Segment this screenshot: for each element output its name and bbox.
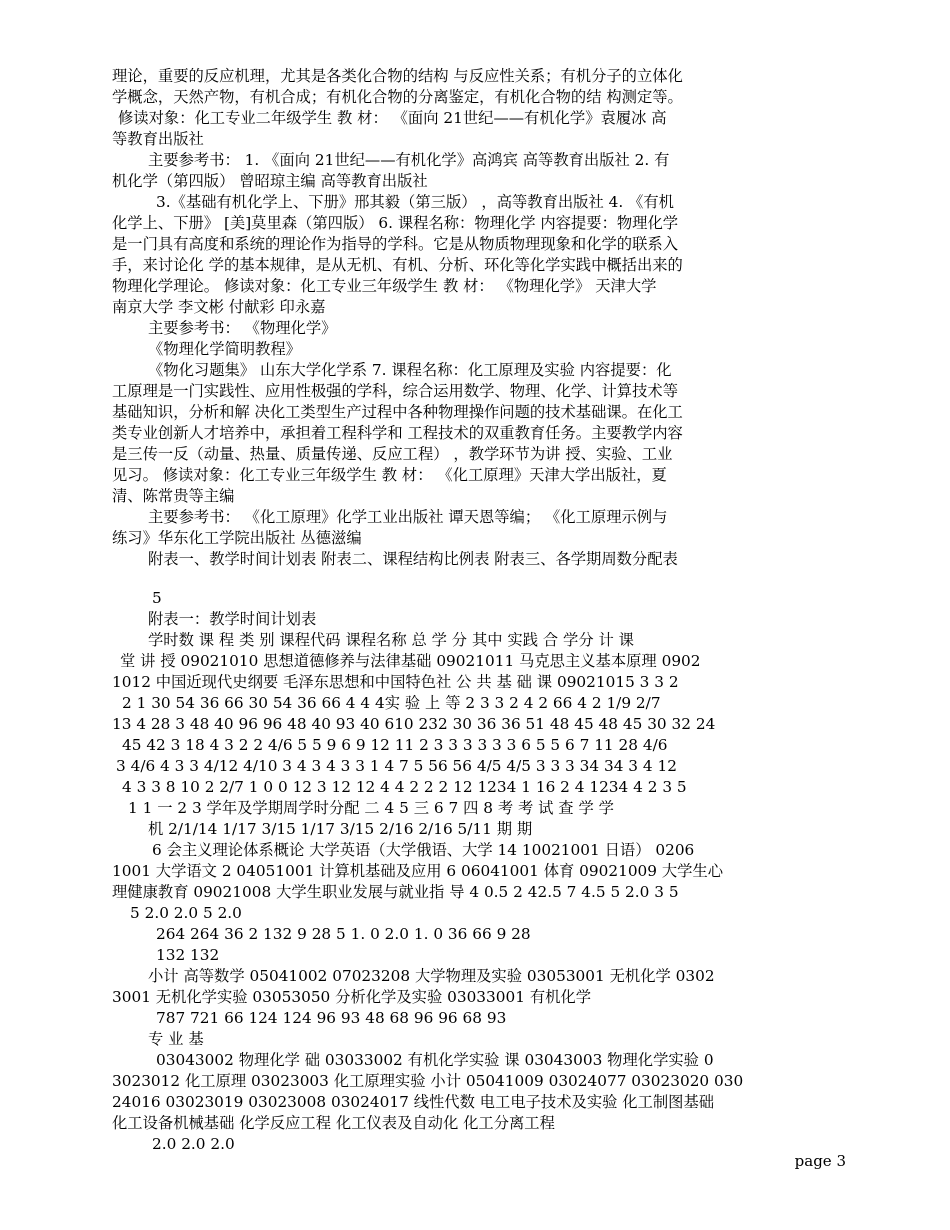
- text-line: 是一门具有高度和系统的理论作为指导的学科。它是从物质物理现象和化学的联系入: [112, 235, 678, 253]
- text-line: 专 业 基: [148, 1030, 204, 1048]
- page-body: [112, 66, 812, 1155]
- text-line: 24016 03023019 03023008 03024017 线性代数 电工电子技术及实验 化工制图基础: [112, 1093, 715, 1111]
- text-line: 1 1 一 2 3 学年及学期周学时分配 二 4 5 三 6 7 四 8 考 考 试 查 学 学: [128, 799, 614, 817]
- text-line: 学概念，天然产物，有机合成；有机化合物的分离鉴定，有机化合物的结 构测定等。: [112, 88, 683, 106]
- text-line: 3023012 化工原理 03023003 化工原理实验 小计 05041009 03024077 03023020 030: [112, 1072, 744, 1090]
- text-line: 附表一：教学时间计划表: [148, 610, 317, 628]
- text-line: 6 会主义理论体系概论 大学英语（大学俄语、大学 14 10021001 日语） 0206: [152, 841, 695, 859]
- text-line: 机化学（第四版） 曾昭琼主编 高等教育出版社: [112, 172, 428, 190]
- text-line: 是三传一反（动量、热量、质量传递、反应工程） ，教学环节为讲 授、实验、工业: [112, 445, 673, 463]
- text-line: 物理化学理论。 修读对象：化工专业三年级学生 教 材： 《物理化学》 天津大学: [112, 277, 657, 295]
- text-line: 附表一、教学时间计划表 附表二、课程结构比例表 附表三、各学期周数分配表: [148, 550, 678, 568]
- text-line: 主要参考书： 《化工原理》化学工业出版社 谭天恩等编； 《化工原理示例与: [148, 508, 668, 526]
- text-line: 堂 讲 授 09021010 思想道德修养与法律基础 09021011 马克思主义基本原理 0902: [120, 652, 701, 670]
- text-line: 1001 大学语文 2 04051001 计算机基础及应用 6 06041001 体育 09021009 大学生心: [112, 862, 724, 880]
- text-line: 清、陈常贵等主编: [112, 487, 235, 505]
- text-line: 手，来讨论化 学的基本规律，是从无机、有机、分析、环化等化学实践中概括出来的: [112, 256, 683, 274]
- text-line: 132 132: [156, 946, 220, 964]
- text-line: 2 1 30 54 36 66 30 54 36 66 4 4 4实 验 上 等 2 3 3 2 4 2 66 4 2 1/9 2/7: [122, 694, 661, 712]
- text-line: 类专业创新人才培养中，承担着工程科学和 工程技术的双重教育任务。主要教学内容: [112, 424, 683, 442]
- text-line: 13 4 28 3 48 40 96 96 48 40 93 40 610 232 30 36 36 51 48 45 48 45 30 32 24: [112, 715, 716, 733]
- text-line: 练习》华东化工学院出版社 丛德滋编: [112, 529, 362, 547]
- text-line: 理论，重要的反应机理，尤其是各类化合物的结构 与反应性关系；有机分子的立体化: [112, 67, 683, 85]
- text-line: 《物理化学简明教程》: [148, 340, 301, 358]
- text-line: 学时数 课 程 类 别 课程代码 课程名称 总 学 分 其中 实践 合 学分 计 课: [148, 631, 634, 649]
- text-line: 基础知识，分析和解 决化工类型生产过程中各种物理操作问题的技术基础课。在化工: [112, 403, 683, 421]
- text-line: 3 4/6 4 3 3 4/12 4/10 3 4 3 4 3 3 1 4 7 5 56 56 4/5 4/5 3 3 3 34 34 3 4 12: [116, 757, 677, 775]
- text-line: 见习。 修读对象：化工专业三年级学生 教 材： 《化工原理》天津大学出版社，夏: [112, 466, 667, 484]
- text-line: 化工设备机械基础 化学反应工程 化工仪表及自动化 化工分离工程: [112, 1114, 555, 1132]
- text-line: 5: [152, 589, 162, 607]
- page-number: page 3: [794, 1152, 846, 1170]
- text-line: 1012 中国近现代史纲要 毛泽东思想和中国特色社 公 共 基 础 课 09021015 3 3 2: [112, 673, 679, 691]
- text-line: 主要参考书： 1. 《面向 21世纪——有机化学》高鸿宾 高等教育出版社 2. 有: [148, 151, 670, 169]
- text-line: 5 2.0 2.0 5 2.0: [130, 904, 242, 922]
- text-line: 理健康教育 09021008 大学生职业发展与就业指 导 4 0.5 2 42.5 7 4.5 5 2.0 3 5: [112, 883, 679, 901]
- text-line: 3001 无机化学实验 03053050 分析化学及实验 03033001 有机化学: [112, 988, 592, 1006]
- text-line: 3.《基础有机化学上、下册》邢其毅（第三版） ，高等教育出版社 4. 《有机: [156, 193, 674, 211]
- text-line: 工原理是一门实践性、应用性极强的学科，综合运用数学、物理、化学、计算技术等: [112, 382, 678, 400]
- text-line: 《物化习题集》 山东大学化学系 7. 课程名称：化工原理及实验 内容提要：化: [148, 361, 672, 379]
- text-line: 787 721 66 124 124 96 93 48 68 96 96 68 93: [156, 1009, 507, 1027]
- text-line: 等教育出版社: [112, 130, 204, 148]
- text-line: 45 42 3 18 4 3 2 2 4/6 5 5 9 6 9 12 11 2 3 3 3 3 3 3 6 5 5 6 7 11 28 4/6: [122, 736, 668, 754]
- text-line: 南京大学 李文彬 付献彩 印永嘉: [112, 298, 326, 316]
- text-line: 264 264 36 2 132 9 28 5 1. 0 2.0 1. 0 36 66 9 28: [156, 925, 531, 943]
- text-line: 2.0 2.0 2.0: [152, 1135, 235, 1153]
- text-line: 化学上、下册》 [美]莫里森（第四版） 6. 课程名称：物理化学 内容提要：物理化学: [112, 214, 679, 232]
- text-line: 4 3 3 8 10 2 2/7 1 0 0 12 3 12 12 4 4 2 2 2 12 1234 1 16 2 4 1234 4 2 3 5: [122, 778, 687, 796]
- text-line: 03043002 物理化学 础 03033002 有机化学实验 课 03043003 物理化学实验 0: [156, 1051, 714, 1069]
- text-line: 修读对象：化工专业二年级学生 教 材： 《面向 21世纪——有机化学》袁履冰 高: [118, 109, 667, 127]
- text-line: 机 2/1/14 1/17 3/15 1/17 3/15 2/16 2/16 5/11 期 期: [148, 820, 533, 838]
- text-line: 主要参考书： 《物理化学》: [148, 319, 337, 337]
- text-line: 小计 高等数学 05041002 07023208 大学物理及实验 03053001 无机化学 0302: [148, 967, 715, 985]
